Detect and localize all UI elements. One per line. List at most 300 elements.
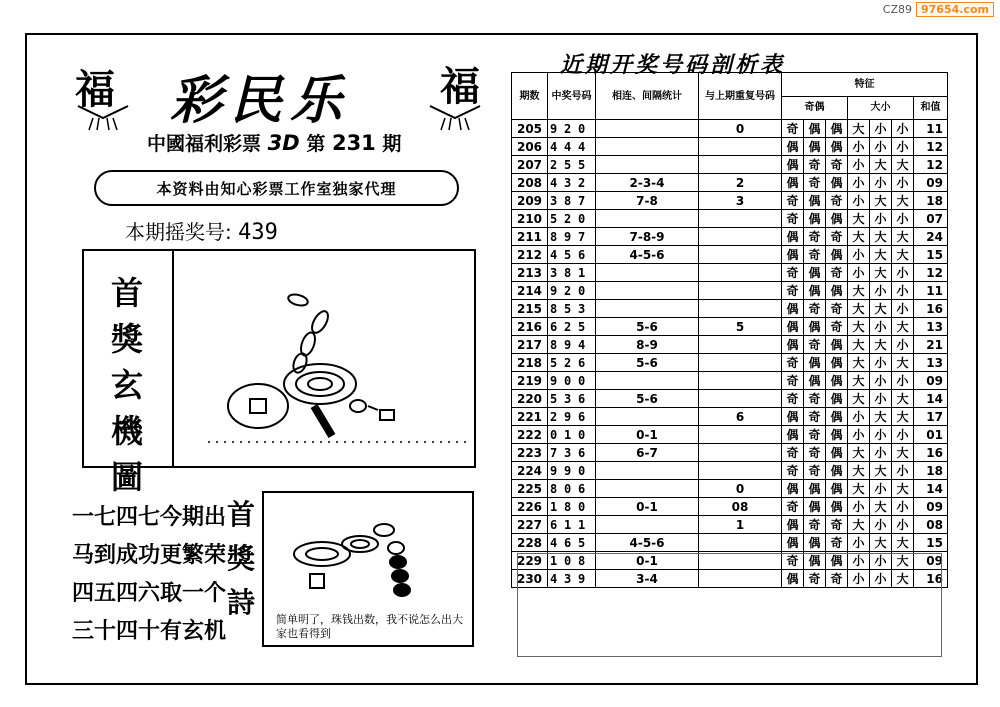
table-row — [512, 156, 948, 174]
parity-cell: 偶 — [782, 480, 804, 498]
winning-digit: 8 — [564, 499, 572, 514]
parity-cell: 奇 — [826, 264, 848, 282]
size-cell: 小 — [892, 282, 914, 300]
size-cell: 小 — [870, 426, 892, 444]
winning-digit: 1 — [578, 265, 586, 280]
winning-digit: 8 — [564, 265, 572, 280]
table-row — [512, 300, 948, 318]
parity-cell: 偶 — [826, 480, 848, 498]
winning-digit: 0 — [564, 373, 572, 388]
parity-cell: 奇 — [804, 300, 826, 318]
parity-cell: 奇 — [782, 282, 804, 300]
winning-digit: 9 — [564, 409, 572, 424]
parity-cell: 偶 — [782, 300, 804, 318]
winning-number-cell — [548, 264, 596, 282]
winning-digit: 4 — [550, 175, 558, 190]
size-cell: 小 — [848, 192, 870, 210]
winning-digit: 3 — [564, 445, 572, 460]
parity-cell: 偶 — [826, 408, 848, 426]
size-cell: 小 — [848, 426, 870, 444]
parity-cell: 偶 — [782, 138, 804, 156]
parity-cell: 偶 — [782, 156, 804, 174]
parity-cell: 奇 — [826, 156, 848, 174]
table-row — [512, 444, 948, 462]
issue-cell: 212 — [512, 246, 548, 264]
winning-digit: 4 — [550, 535, 558, 550]
gap-cell: 2-3-4 — [596, 174, 699, 192]
size-cell: 小 — [892, 138, 914, 156]
winning-digit: 9 — [578, 571, 586, 586]
parity-cell: 奇 — [782, 498, 804, 516]
sum-cell: 12 — [914, 264, 948, 282]
size-cell: 小 — [870, 516, 892, 534]
col-header-parity: 奇偶 — [782, 96, 848, 120]
parity-cell: 奇 — [826, 570, 848, 588]
repeat-cell — [699, 228, 782, 246]
poem-note: 简单明了，珠钱出数，我不说怎么出大家也看得到 — [276, 613, 463, 640]
table-row — [512, 174, 948, 192]
gap-cell: 6-7 — [596, 444, 699, 462]
col-header-gap: 相连、间隔统计 — [596, 73, 699, 120]
winning-digit: 2 — [564, 319, 572, 334]
history-table — [511, 72, 948, 588]
issue-cell: 213 — [512, 264, 548, 282]
parity-cell: 奇 — [826, 534, 848, 552]
repeat-cell — [699, 282, 782, 300]
parity-cell: 偶 — [782, 570, 804, 588]
poem-line: 四五四六取一个 — [72, 581, 227, 606]
lantern-tassel-icon — [425, 104, 485, 132]
issue-cell: 226 — [512, 498, 548, 516]
gap-cell: 7-8-9 — [596, 228, 699, 246]
parity-cell: 偶 — [804, 318, 826, 336]
parity-cell: 偶 — [782, 426, 804, 444]
draw-line — [125, 216, 278, 245]
winning-digit: 4 — [564, 139, 572, 154]
notes-box — [517, 553, 942, 657]
winning-digit: 2 — [564, 283, 572, 298]
winning-number-cell — [548, 480, 596, 498]
col-header-feature: 特征 — [782, 73, 948, 97]
parity-cell: 奇 — [804, 444, 826, 462]
winning-digit: 3 — [564, 571, 572, 586]
winning-digit: 1 — [564, 517, 572, 532]
poem-line: 马到成功更繁荣 — [72, 543, 227, 568]
winning-number-cell — [548, 336, 596, 354]
parity-cell: 奇 — [804, 390, 826, 408]
gap-cell: 0-1 — [596, 498, 699, 516]
brand-title: 彩民乐 — [170, 70, 351, 131]
size-cell: 大 — [870, 264, 892, 282]
issue-cell: 214 — [512, 282, 548, 300]
gap-cell: 4-5-6 — [596, 246, 699, 264]
table-row — [512, 282, 948, 300]
parity-cell: 偶 — [804, 480, 826, 498]
gap-cell: 5-6 — [596, 318, 699, 336]
winning-digit: 0 — [578, 283, 586, 298]
parity-cell: 偶 — [782, 534, 804, 552]
parity-cell: 奇 — [782, 390, 804, 408]
parity-cell: 奇 — [826, 228, 848, 246]
winning-digit: 5 — [564, 157, 572, 172]
winning-digit: 8 — [550, 301, 558, 316]
winning-digit: 8 — [578, 553, 586, 568]
sum-cell: 24 — [914, 228, 948, 246]
winning-digit: 2 — [564, 211, 572, 226]
table-row — [512, 318, 948, 336]
parity-cell: 偶 — [804, 354, 826, 372]
gap-cell: 5-6 — [596, 390, 699, 408]
sum-cell: 09 — [914, 552, 948, 570]
col-header-sum: 和值 — [914, 96, 948, 120]
sum-cell: 17 — [914, 408, 948, 426]
issue-cell: 207 — [512, 156, 548, 174]
size-cell: 大 — [892, 318, 914, 336]
table-row — [512, 426, 948, 444]
winning-digit: 6 — [578, 445, 586, 460]
table-row — [512, 372, 948, 390]
size-cell: 小 — [848, 156, 870, 174]
sum-cell: 08 — [914, 516, 948, 534]
issue-game: 3D — [267, 131, 300, 155]
size-cell: 大 — [892, 192, 914, 210]
parity-cell: 奇 — [782, 552, 804, 570]
parity-cell: 偶 — [826, 390, 848, 408]
winning-digit: 5 — [578, 319, 586, 334]
poem-line: 一七四七今期出 — [72, 505, 227, 530]
table-row — [512, 120, 948, 138]
winning-digit: 2 — [550, 409, 558, 424]
repeat-cell — [699, 390, 782, 408]
size-cell: 小 — [848, 138, 870, 156]
issue-cell: 205 — [512, 120, 548, 138]
sum-cell: 18 — [914, 462, 948, 480]
winning-digit: 5 — [564, 301, 572, 316]
winning-number-cell — [548, 498, 596, 516]
table-row — [512, 516, 948, 534]
table-row — [512, 246, 948, 264]
winning-number-cell — [548, 354, 596, 372]
parity-cell: 偶 — [826, 120, 848, 138]
watermark — [883, 2, 994, 17]
size-cell: 大 — [892, 534, 914, 552]
parity-cell: 偶 — [826, 354, 848, 372]
winning-digit: 6 — [578, 481, 586, 496]
parity-cell: 偶 — [826, 246, 848, 264]
parity-cell: 偶 — [782, 174, 804, 192]
size-cell: 大 — [870, 462, 892, 480]
winning-digit: 6 — [578, 247, 586, 262]
size-cell: 大 — [848, 444, 870, 462]
repeat-cell — [699, 138, 782, 156]
issue-cell: 217 — [512, 336, 548, 354]
size-cell: 小 — [870, 120, 892, 138]
repeat-cell — [699, 246, 782, 264]
winning-digit: 5 — [550, 391, 558, 406]
parity-cell: 偶 — [826, 282, 848, 300]
parity-cell: 偶 — [782, 516, 804, 534]
winning-digit: 9 — [564, 463, 572, 478]
gap-cell: 7-8 — [596, 192, 699, 210]
gap-cell — [596, 264, 699, 282]
parity-cell: 偶 — [826, 210, 848, 228]
parity-cell: 偶 — [782, 318, 804, 336]
parity-cell: 偶 — [804, 552, 826, 570]
col-header-repeat: 与上期重复号码 — [699, 73, 782, 120]
clue-title-char: 機 — [110, 412, 143, 450]
winning-digit: 9 — [550, 121, 558, 136]
winning-digit: 9 — [564, 229, 572, 244]
issue-cell: 222 — [512, 426, 548, 444]
winning-number-cell — [548, 228, 596, 246]
gap-cell — [596, 408, 699, 426]
winning-digit: 7 — [550, 445, 558, 460]
size-cell: 小 — [870, 138, 892, 156]
parity-cell: 奇 — [826, 516, 848, 534]
issue-cell: 211 — [512, 228, 548, 246]
winning-number-cell — [548, 444, 596, 462]
gap-cell: 0-1 — [596, 426, 699, 444]
col-header-winning: 中奖号码 — [548, 73, 596, 120]
sum-cell: 13 — [914, 318, 948, 336]
winning-digit: 0 — [564, 553, 572, 568]
sum-cell: 16 — [914, 570, 948, 588]
clue-title-char: 圖 — [110, 458, 143, 496]
repeat-cell: 2 — [699, 174, 782, 192]
gap-cell — [596, 282, 699, 300]
issue-number: 231 — [331, 131, 376, 155]
gap-cell — [596, 480, 699, 498]
winning-digit: 2 — [578, 175, 586, 190]
parity-cell: 奇 — [804, 336, 826, 354]
parity-cell: 偶 — [782, 246, 804, 264]
table-row — [512, 462, 948, 480]
poem — [72, 499, 226, 651]
gap-cell: 4-5-6 — [596, 534, 699, 552]
sum-cell: 11 — [914, 282, 948, 300]
winning-number-cell — [548, 192, 596, 210]
gap-cell — [596, 462, 699, 480]
winning-digit: 8 — [550, 481, 558, 496]
winning-digit: 2 — [564, 121, 572, 136]
winning-digit: 4 — [550, 139, 558, 154]
winning-digit: 6 — [564, 535, 572, 550]
winning-digit: 9 — [550, 373, 558, 388]
gap-cell — [596, 300, 699, 318]
sum-cell: 15 — [914, 246, 948, 264]
issue-cell: 209 — [512, 192, 548, 210]
parity-cell: 偶 — [782, 408, 804, 426]
size-cell: 大 — [848, 390, 870, 408]
repeat-cell: 1 — [699, 516, 782, 534]
size-cell: 大 — [848, 210, 870, 228]
winning-digit: 7 — [578, 229, 586, 244]
size-cell: 大 — [892, 570, 914, 588]
issue-cell: 225 — [512, 480, 548, 498]
parity-cell: 偶 — [826, 336, 848, 354]
size-cell: 小 — [848, 408, 870, 426]
table-row — [512, 480, 948, 498]
size-cell: 小 — [870, 210, 892, 228]
parity-cell: 偶 — [826, 138, 848, 156]
size-cell: 大 — [892, 228, 914, 246]
size-cell: 大 — [848, 300, 870, 318]
poem-title-char: 詩 — [226, 586, 255, 619]
winning-number-cell — [548, 174, 596, 192]
issue-cell: 220 — [512, 390, 548, 408]
sum-cell: 09 — [914, 372, 948, 390]
table-row — [512, 390, 948, 408]
gap-cell — [596, 372, 699, 390]
size-cell: 小 — [892, 120, 914, 138]
parity-cell: 偶 — [826, 174, 848, 192]
fu-right: 福 — [440, 63, 480, 110]
winning-number-cell — [548, 138, 596, 156]
winning-digit: 3 — [578, 301, 586, 316]
size-cell: 大 — [892, 156, 914, 174]
parity-cell: 偶 — [804, 210, 826, 228]
draw-number: 439 — [238, 220, 278, 245]
winning-number-cell — [548, 462, 596, 480]
repeat-cell — [699, 264, 782, 282]
issue-cell: 216 — [512, 318, 548, 336]
size-cell: 大 — [848, 372, 870, 390]
size-cell: 大 — [870, 300, 892, 318]
lantern-tassel-icon — [73, 104, 133, 132]
size-cell: 小 — [848, 534, 870, 552]
table-title: 近期开奖号码剖析表 — [560, 52, 786, 78]
sum-cell: 21 — [914, 336, 948, 354]
table-row — [512, 192, 948, 210]
parity-cell: 奇 — [804, 228, 826, 246]
parity-cell: 偶 — [826, 462, 848, 480]
size-cell: 小 — [848, 570, 870, 588]
size-cell: 小 — [870, 282, 892, 300]
table-row — [512, 210, 948, 228]
parity-cell: 奇 — [782, 444, 804, 462]
winning-digit: 8 — [564, 193, 572, 208]
winning-digit: 6 — [578, 391, 586, 406]
parity-cell: 奇 — [826, 192, 848, 210]
size-cell: 小 — [848, 264, 870, 282]
size-cell: 大 — [870, 336, 892, 354]
winning-digit: 7 — [578, 193, 586, 208]
sum-cell: 14 — [914, 480, 948, 498]
parity-cell: 奇 — [782, 192, 804, 210]
parity-cell: 偶 — [826, 552, 848, 570]
winning-digit: 6 — [550, 319, 558, 334]
winning-number-cell — [548, 390, 596, 408]
clue-divider — [172, 251, 174, 466]
clue-title-char: 首 — [110, 274, 143, 312]
size-cell: 大 — [892, 444, 914, 462]
coin-chain-drawing — [178, 256, 470, 462]
sum-cell: 18 — [914, 192, 948, 210]
winning-digit: 0 — [578, 211, 586, 226]
size-cell: 小 — [870, 390, 892, 408]
sum-cell: 09 — [914, 174, 948, 192]
parity-cell: 偶 — [804, 498, 826, 516]
repeat-cell — [699, 156, 782, 174]
winning-digit: 0 — [578, 499, 586, 514]
parity-cell: 奇 — [804, 426, 826, 444]
winning-digit: 0 — [550, 427, 558, 442]
winning-number-cell — [548, 516, 596, 534]
winning-digit: 3 — [564, 175, 572, 190]
size-cell: 大 — [848, 318, 870, 336]
issue-cell: 228 — [512, 534, 548, 552]
size-cell: 小 — [892, 210, 914, 228]
sum-cell: 13 — [914, 354, 948, 372]
winning-digit: 5 — [564, 247, 572, 262]
size-cell: 大 — [870, 534, 892, 552]
winning-number-cell — [548, 534, 596, 552]
winning-digit: 1 — [564, 427, 572, 442]
repeat-cell — [699, 336, 782, 354]
size-cell: 小 — [848, 498, 870, 516]
parity-cell: 偶 — [826, 426, 848, 444]
table-row — [512, 408, 948, 426]
repeat-cell: 5 — [699, 318, 782, 336]
size-cell: 大 — [870, 192, 892, 210]
winning-number-cell — [548, 318, 596, 336]
repeat-cell: 3 — [699, 192, 782, 210]
parity-cell: 偶 — [804, 282, 826, 300]
issue-cell: 210 — [512, 210, 548, 228]
winning-digit: 5 — [578, 535, 586, 550]
size-cell: 大 — [848, 480, 870, 498]
size-cell: 大 — [848, 516, 870, 534]
winning-digit: 1 — [578, 517, 586, 532]
winning-number-cell — [548, 156, 596, 174]
size-cell: 小 — [892, 174, 914, 192]
table-row — [512, 138, 948, 156]
issue-cell: 206 — [512, 138, 548, 156]
issue-cell: 219 — [512, 372, 548, 390]
winning-number-cell — [548, 372, 596, 390]
gap-cell — [596, 138, 699, 156]
winning-digit: 4 — [550, 571, 558, 586]
issue-line — [147, 129, 401, 156]
winning-digit: 6 — [578, 409, 586, 424]
watermark-prefix: CZ89 — [882, 3, 912, 16]
repeat-cell — [699, 444, 782, 462]
size-cell: 小 — [870, 480, 892, 498]
winning-number-cell — [548, 408, 596, 426]
size-cell: 小 — [870, 444, 892, 462]
sum-cell: 16 — [914, 444, 948, 462]
repeat-cell: 08 — [699, 498, 782, 516]
gap-cell — [596, 516, 699, 534]
winning-number-cell — [548, 300, 596, 318]
winning-digit: 0 — [564, 481, 572, 496]
winning-digit: 0 — [578, 463, 586, 478]
winning-digit: 0 — [578, 121, 586, 136]
size-cell: 小 — [892, 516, 914, 534]
winning-digit: 4 — [550, 247, 558, 262]
parity-cell: 偶 — [826, 444, 848, 462]
poem-title-char: 首 — [226, 498, 255, 531]
winning-number-cell — [548, 120, 596, 138]
winning-digit: 9 — [550, 283, 558, 298]
parity-cell: 偶 — [782, 336, 804, 354]
winning-digit: 4 — [578, 139, 586, 154]
winning-digit: 9 — [564, 337, 572, 352]
gap-cell — [596, 156, 699, 174]
parity-cell: 奇 — [782, 210, 804, 228]
repeat-cell — [699, 300, 782, 318]
history-body — [512, 120, 948, 588]
